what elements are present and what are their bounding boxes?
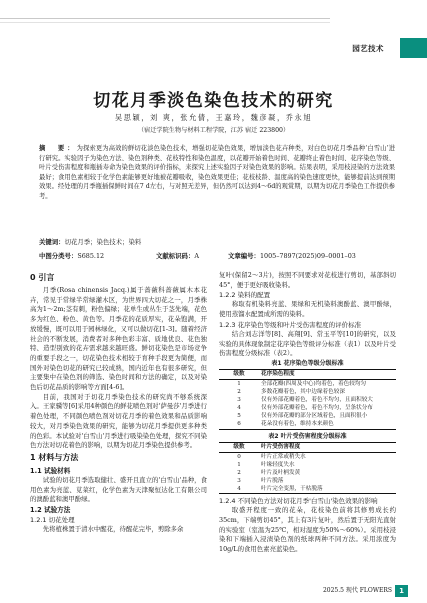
- table-1-desc-cell: 仅有外部花瓣的部分区域着色，且面积很小: [261, 413, 368, 420]
- table-row: [219, 461, 396, 469]
- section-1-2-heading: 1.2 试验方法: [30, 506, 71, 515]
- header-rule-secondary: [0, 22, 330, 23]
- article-title: 切花月季淡色染色技术的研究: [93, 91, 334, 111]
- section-1-heading: 1 材料与方法: [30, 452, 79, 462]
- section-badge: 园艺技术: [352, 44, 384, 53]
- table-row: [219, 412, 396, 420]
- table-row: [219, 477, 396, 485]
- table-1-grade-cell: 4: [237, 405, 241, 412]
- section-1-2-2-heading: 1.2.2 染料的配置: [219, 291, 271, 300]
- body-column-left: [30, 271, 207, 535]
- table-1-desc-cell: 花朵没有着色，维持本来颜色: [259, 420, 396, 429]
- abstract-text: 为探索更为高效的鲜切花淡色染色技术，增强切花染色效果，增加淡色花卉种类，对白色切花月季品种‘白雪山’进行研究。实验因子为染色方法、染色剂种类、花枝特性和染色温度，以花瓣开始着色时间、花瓣终止着色时间、花序染色等级、叶片受伤害程度和瓶插寿命为染色效果的评价指标，来探究上述实验因子对染色效果的影响。结果表明，采用枝浸染的方法效果最好；食用色素相较于化学色素能够更好地被花瓣吸收，染色效果更佳；花枝枝龄、温度高的染色速度更快，能够提前达到预期效果。经处理的月季瓶插保鲜时间在7 d左右，与对照无差异，但仍然可以达到4～6d的观赏期，以期为切花月季染色工作提供参考。: [39, 145, 395, 200]
- page-footer: [316, 585, 412, 597]
- table-1-desc-cell: 全部花瓣(四周及中心)均着色，着色较均匀: [261, 381, 367, 388]
- table-2: [219, 442, 396, 495]
- table-row: [219, 388, 396, 396]
- table-2-desc-cell: 叶片正常或稍失水: [261, 453, 306, 460]
- document-code-label: 文献标识码：: [156, 252, 195, 260]
- table-2-grade-cell: 4: [219, 485, 259, 494]
- materials-paragraph: 试验的切花月季选取健壮、盛开且直立的'白雪山'品种，食用色素为亮蓝、苋菜红，化学色素为天津聚恒达化工有限公司的澳酚蓝和澳甲酚绿。: [30, 475, 207, 504]
- table-row: [219, 469, 396, 477]
- document-code: [156, 252, 199, 261]
- author-list: 吴思颖，刘 爽，张允倩，王嘉玲，魏彦凝，乔永旭: [114, 113, 313, 122]
- table-2-header-grade: 级数: [219, 442, 259, 452]
- table-row: [219, 380, 396, 389]
- table-1-grade-cell: 2: [237, 389, 241, 396]
- table-row: [219, 396, 396, 404]
- table-row: [219, 485, 396, 494]
- table-1-grade-cell: 6: [219, 420, 259, 429]
- article-number: [228, 252, 356, 261]
- table-2-grade-cell: 3: [237, 477, 241, 484]
- table-2-grade-cell: 2: [237, 469, 241, 476]
- section-badge-color-bar: [400, 38, 427, 58]
- method-paragraph: 取盛开程度一致的花朵，花枝染色前将其修剪成长约35cm，下端剪切45°，其上有3片复叶，然后置于无阳光直射的实验室（室温为25℃，相对湿度为50%～60%）。采用枝浸染和下端插入浸渍染色剂的纸球两种不同方法。采用浓度为10g/L的食用色素亮蓝染色。: [219, 506, 396, 553]
- intro-heading: 0 引言: [30, 273, 55, 282]
- cut-flower-paragraph-continued: 复叶(保留2～3片)，按照不同要求对花枝进行剪切，基部斜切45°，便于更好吸收染料。: [219, 271, 396, 289]
- table-2-desc-cell: 叶片完全变黑，干枯脱落: [259, 485, 396, 494]
- table-2-header-damage: 叶片受伤害程度: [259, 442, 396, 452]
- intro-paragraph-1: 月季(Rosa chinensis Jacq.)属于蔷薇科蔷薇属木本花卉，常见于常绿半常绿灌木区，为世界四大切花之一，月季株高为1～2m;茎有刺，粉色偏绿；花单生或丛生于茎先端，花色多为红色、粉色、黄色等。月季花的花质厚实，花朵饱满，开放缓慢，既可以用于园林绿化，又可以做切花[1-3]。随着经济社会的不断发展，消费者对多种色彩丰富、质地优良、花色独特、造型别致的花卉需求越来越旺盛。鲜切花染色是市场竞争的重要手段之一，切花染色技术相较于育种手段更为简便，而国外对染色切花的研究已较成熟，国内近年也有很多研究，但主要集中在染色剂的筛选、染色时间和方法的确定，以及对染色后切花品质的影响等方面[4-6]。: [30, 286, 207, 392]
- table-2-desc-cell: 叶片脱落: [261, 477, 284, 484]
- table-1-grade-cell: 3: [237, 397, 241, 404]
- abstract-label: 摘 要：: [39, 145, 77, 152]
- keywords-label: 关键词：: [39, 238, 65, 246]
- table-row: [219, 452, 396, 461]
- table-1-desc-cell: 仅有外部花瓣着色，着色不均匀，呈条状分布: [261, 405, 373, 412]
- author-affiliation: （宿迁学院生物与材料工程学院，江苏 宿迁 223800）: [137, 127, 290, 134]
- body-column-right: [219, 271, 396, 555]
- intro-paragraph-2: 目前，我国对于切花月季染色技术的研究尚不够系统深入。王家骥等[6]采用4种颜色的鲜花喷色剂对'萨曼莎'月季进行着色处理，不同颜色喷色剂对切花月季的着色效果和品质影响较大，对月季染色效果的研究，能够为切花月季提供更多种类的色彩。本试验对'白雪山'月季进行吸染染色处理，探究不同染色方法对切花着色的影响，以期为切花月季染色提供参考。: [30, 392, 207, 450]
- clc-number: [39, 252, 104, 261]
- document-code-value: A: [194, 252, 199, 260]
- clc-value: S685.12: [77, 252, 105, 260]
- table-1-desc-cell: 仅有外部花瓣着色，着色不均匀，且面积较大: [261, 397, 373, 404]
- table-1-grade-cell: 1: [237, 381, 241, 388]
- page-number: 1: [395, 585, 408, 597]
- table-row: [219, 404, 396, 412]
- keywords-text: 切花月季；染色技术；染料: [64, 238, 142, 246]
- article-number-label: 文章编号：: [228, 252, 260, 260]
- section-1-2-3-heading: 1.2.3 花序染色等级和叶片受伤害程度的评价标准: [219, 320, 362, 329]
- cut-flower-paragraph: 先将植株置于清水中醒花，待醒花完毕，剪除多余: [42, 525, 184, 534]
- section-1-2-4-heading: 1.2.4 不同染色方法对切花月季'白雪山'染色效果的影响: [219, 497, 378, 506]
- table-1-header-grade: 级数: [219, 369, 259, 379]
- abstract: [39, 144, 395, 202]
- keywords: [39, 238, 395, 247]
- table-2-grade-cell: 0: [237, 453, 241, 460]
- table-1: [219, 369, 396, 430]
- table-1-caption: 表1 花序染色等级分级标准: [271, 359, 344, 367]
- table-2-caption: 表2 叶片受伤害程度分级标准: [268, 432, 347, 440]
- table-2-desc-cell: 叶片及叶柄发黄: [261, 469, 301, 476]
- criteria-paragraph: 结合刘志洋等[8]、高翔[9]、常玉平等[10]的研究，以及实验的具体现象制定花序染色等级评分标准（表1）以及叶片受伤害程度分级标准（表2）。: [219, 329, 396, 358]
- table-1-grade-cell: 5: [237, 413, 241, 420]
- table-1-header-degree: 花序染色程度: [259, 369, 396, 379]
- section-1-1-heading: 1.1 试验材料: [30, 466, 71, 475]
- dye-prep-paragraph: 称取有机染料亮蓝、果绿和无机染料澳酚蓝、澳甲酚绿，使用蒸馏水配置成所需的染料。: [219, 300, 396, 319]
- table-2-grade-cell: 1: [237, 461, 241, 468]
- footer-journal-label: 2025.5 现代 FLOWERS: [322, 587, 392, 594]
- table-row: [219, 420, 396, 429]
- clc-label: 中图分类号：: [39, 252, 78, 260]
- section-1-2-1-heading: 1.2.1 切花处理: [30, 516, 75, 525]
- table-1-desc-cell: 多数花瓣着色，其中边缘着色较深: [261, 389, 345, 396]
- article-number-value: 1005–7897(2025)09–0001–03: [259, 252, 356, 260]
- header-rule: [0, 18, 330, 19]
- table-2-desc-cell: 叶缘轻度失水: [261, 461, 295, 468]
